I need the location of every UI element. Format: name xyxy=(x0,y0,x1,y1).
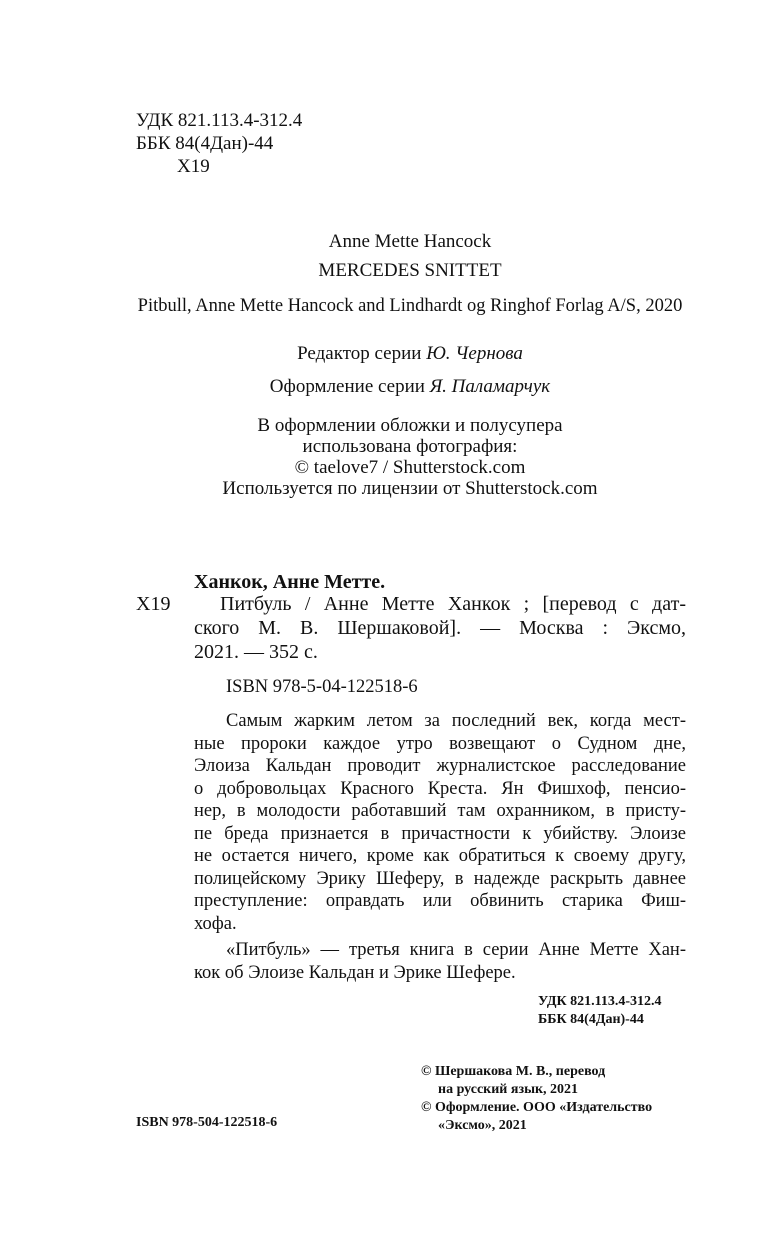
photo-credit-line-1: В оформлении обложки и полусупера xyxy=(257,415,563,436)
series-design-label: Оформление серии xyxy=(269,376,425,397)
bib-line-2: ского М. В. Шершаковой]. — Москва : Эксмо, xyxy=(194,617,686,639)
annotation-line: Элоиза Кальдан проводит журналистское расследование xyxy=(194,756,686,776)
footer-udk: УДК 821.113.4-312.4 xyxy=(538,994,662,1009)
annotation-line: «Питбуль» — третья книга в серии Анне Метте Хан- xyxy=(226,940,686,960)
photo-credit-line-2: использована фотография: xyxy=(302,436,518,457)
series-editor-name: Ю. Чернова xyxy=(426,343,523,364)
photo-credit-line-4: Используется по лицензии от Shutterstock.com xyxy=(222,478,598,499)
copyright-translation-line-2: на русский язык, 2021 xyxy=(438,1082,579,1097)
series-design xyxy=(0,376,768,398)
annotation-line: ные пророки каждое утро возвещают о Судном дне, xyxy=(194,733,686,754)
annotation-line: пе бреда признается в причастности к убийству. Элоизе xyxy=(194,823,686,844)
bib-heading: Ханкок, Анне Метте. xyxy=(194,571,386,593)
series-design-name: Я. Паламарчук xyxy=(429,376,551,397)
footer-isbn: ISBN 978-504-122518-6 xyxy=(136,1115,278,1130)
original-title: MERCEDES SNITTET xyxy=(318,260,502,281)
udk-code: УДК 821.113.4-312.4 xyxy=(136,110,303,131)
copyright-translation-line-1: © Шершакова М. В., перевод xyxy=(421,1064,606,1079)
original-author: Anne Mette Hancock xyxy=(328,231,492,252)
bbk-code: ББК 84(4Дан)-44 xyxy=(136,133,274,154)
series-editor xyxy=(0,343,768,365)
annotation-line: преступление: оправдать или обвинить старика Фиш- xyxy=(194,891,686,911)
annotation-line: о добровольцах Красного Креста. Ян Фишхоф, пенсио- xyxy=(194,778,686,799)
annotation-line: не остается ничего, кроме как обратиться к своему другу, xyxy=(194,846,686,866)
original-copyright: Pitbull, Anne Mette Hancock and Lindhardt og Ringhof Forlag A/S, 2020 xyxy=(137,296,683,316)
series-editor-label: Редактор серии xyxy=(297,343,422,364)
footer-bbk: ББК 84(4Дан)-44 xyxy=(538,1012,644,1027)
annotation-line: полицейскому Эрику Шеферу, в надежде раскрыть давнее xyxy=(194,868,686,889)
bib-line-1: Питбуль / Анне Метте Ханкок ; [перевод с дат- xyxy=(220,593,686,615)
photo-credit-line-3: © taelove7 / Shutterstock.com xyxy=(294,457,526,478)
annotation-line: нер, в молодости работавший там охранником, в присту- xyxy=(194,801,686,821)
copyright-design-line-1: © Оформление. ООО «Издательство xyxy=(421,1100,653,1115)
annotation-line: хофа. xyxy=(194,913,237,934)
annotation-line: кок об Элоизе Кальдан и Эрике Шефере. xyxy=(194,962,516,983)
copyright-design-line-2: «Эксмо», 2021 xyxy=(438,1118,527,1133)
bib-line-3: 2021. — 352 с. xyxy=(194,641,318,663)
annotation-line: Самым жарким летом за последний век, когда мест- xyxy=(226,711,686,731)
author-mark: Х19 xyxy=(177,156,210,177)
bib-isbn: ISBN 978-5-04-122518-6 xyxy=(226,677,418,697)
bib-mark: Х19 xyxy=(136,593,171,615)
